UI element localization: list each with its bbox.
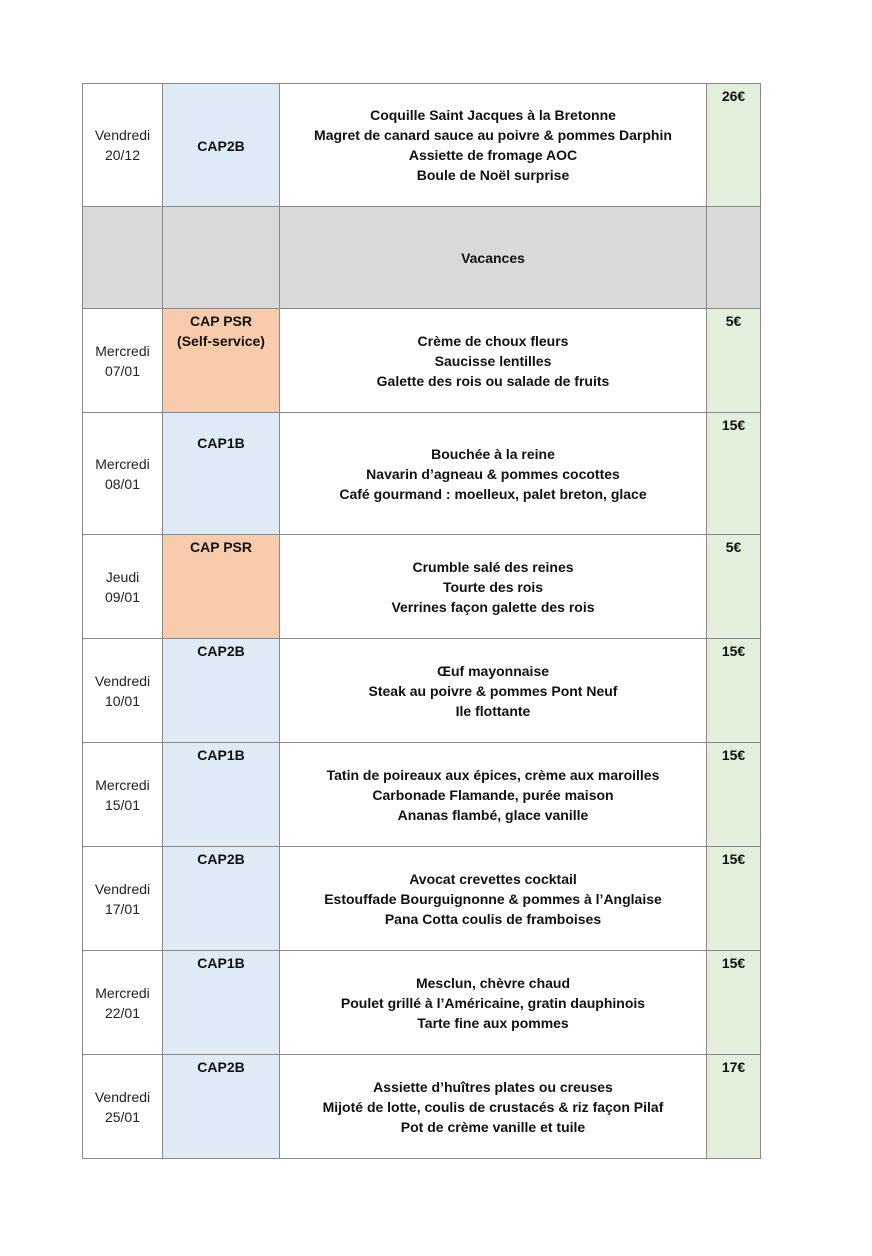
class-label: CAP2B: [197, 643, 245, 659]
class-label: CAP2B: [197, 851, 245, 867]
price-cell: 26€: [707, 84, 761, 207]
dish: Ananas flambé, glace vanille: [397, 806, 589, 823]
class-label: CAP2B: [197, 1059, 245, 1075]
day-date: 09/01: [104, 588, 141, 605]
dish: Navarin d’agneau & pommes cocottes: [366, 465, 620, 482]
day-name: Vendredi: [94, 880, 151, 897]
day-date: 17/01: [104, 900, 141, 917]
date-cell: [83, 743, 163, 847]
date-cell: [83, 847, 163, 951]
dish: Assiette de fromage AOC: [408, 147, 578, 163]
table-row: [83, 1055, 761, 1159]
class-cell: [163, 1055, 280, 1159]
dish: Tatin de poireaux aux épices, crème aux maroilles: [326, 766, 660, 783]
class-cell: [163, 309, 280, 413]
dish: Tourte des rois: [442, 578, 544, 595]
dish: Pana Cotta coulis de framboises: [384, 910, 602, 927]
day-date: 25/01: [104, 1108, 141, 1125]
class-cell: [163, 535, 280, 639]
date-cell: [83, 84, 163, 207]
table-row: [83, 951, 761, 1055]
day-date: 08/01: [104, 475, 141, 492]
date-cell: [83, 413, 163, 535]
dish: Poulet grillé à l’Américaine, gratin dauphinois: [340, 994, 646, 1011]
dish: Pot de crème vanille et tuile: [400, 1118, 586, 1135]
dish: Mesclun, chèvre chaud: [415, 974, 571, 991]
dish: Crumble salé des reines: [412, 558, 574, 575]
class-label: CAP1B: [197, 747, 245, 763]
vacation-label: Vacances: [280, 207, 707, 309]
class-cell: [163, 743, 280, 847]
dish: Verrines façon galette des rois: [391, 598, 595, 615]
price-cell: 5€: [707, 309, 761, 413]
dish: Steak au poivre & pommes Pont Neuf: [368, 682, 618, 699]
day-date: 10/01: [104, 692, 141, 709]
dish: Assiette d’huîtres plates ou creuses: [373, 1078, 613, 1095]
vacation-empty-cell: [707, 207, 761, 309]
price-cell: 15€: [707, 413, 761, 535]
price-cell: 15€: [707, 847, 761, 951]
date-cell: [83, 535, 163, 639]
day-date: 20/12: [104, 147, 141, 163]
class-cell: [163, 951, 280, 1055]
day-name: Mercredi: [95, 455, 150, 472]
vacation-empty-cell: [163, 207, 280, 309]
price-cell: 15€: [707, 743, 761, 847]
dish: Bouchée à la reine: [431, 445, 555, 462]
day-name: Jeudi: [105, 568, 140, 585]
dish: Ile flottante: [455, 702, 531, 719]
menu-cell: [280, 847, 707, 951]
class-label: CAP1B: [197, 955, 245, 971]
dish: Boule de Noël surprise: [416, 167, 570, 183]
day-name: Vendredi: [94, 672, 151, 689]
dish: Œuf mayonnaise: [436, 662, 550, 679]
vacation-empty-cell: [83, 207, 163, 309]
price-cell: 17€: [707, 1055, 761, 1159]
table-row: [83, 309, 761, 413]
date-cell: [83, 1055, 163, 1159]
menu-cell: [280, 535, 707, 639]
dish: Estouffade Bourguignonne & pommes à l’Anglaise: [324, 890, 662, 907]
menu-cell: [280, 84, 707, 207]
day-name: Mercredi: [95, 984, 150, 1001]
dish: Galette des rois ou salade de fruits: [376, 372, 610, 389]
dish: Crème de choux fleurs: [417, 332, 569, 349]
price-cell: 15€: [707, 951, 761, 1055]
class-cell: [163, 847, 280, 951]
day-name: Mercredi: [95, 342, 150, 359]
dish: Carbonade Flamande, purée maison: [372, 786, 614, 803]
day-name: Vendredi: [94, 1088, 151, 1105]
vacation-row: [83, 207, 761, 309]
date-cell: [83, 951, 163, 1055]
price-cell: 15€: [707, 639, 761, 743]
dish: Mijoté de lotte, coulis de crustacés & riz façon Pilaf: [322, 1098, 664, 1115]
menu-cell: [280, 309, 707, 413]
menu-cell: [280, 743, 707, 847]
menu-cell: [280, 951, 707, 1055]
dish: Magret de canard sauce au poivre & pommes Darphin: [314, 127, 672, 143]
class-label: CAP PSR: [190, 313, 252, 329]
class-label: CAP2B: [197, 138, 245, 154]
date-cell: [83, 639, 163, 743]
table-row: [83, 535, 761, 639]
price-cell: 5€: [707, 535, 761, 639]
menu-cell: [280, 1055, 707, 1159]
day-date: 07/01: [104, 362, 141, 379]
table-row: [83, 639, 761, 743]
menu-cell: [280, 639, 707, 743]
dish: Café gourmand : moelleux, palet breton, glace: [339, 485, 647, 502]
class-cell: [163, 639, 280, 743]
day-date: 22/01: [104, 1004, 141, 1021]
table-row: [83, 743, 761, 847]
class-label: (Self-service): [177, 333, 265, 349]
dish: Avocat crevettes cocktail: [409, 870, 577, 887]
class-label: CAP PSR: [190, 539, 252, 555]
menu-cell: [280, 413, 707, 535]
dish: Coquille Saint Jacques à la Bretonne: [370, 107, 616, 123]
table-row: [83, 847, 761, 951]
class-cell: [163, 84, 280, 207]
day-name: Vendredi: [94, 127, 151, 143]
class-label: CAP1B: [197, 435, 245, 451]
dish: Tarte fine aux pommes: [417, 1014, 569, 1031]
table-row: [83, 413, 761, 535]
class-cell: [163, 413, 280, 535]
day-date: 15/01: [104, 796, 141, 813]
day-name: Mercredi: [95, 776, 150, 793]
menu-schedule-table: [82, 83, 761, 1159]
date-cell: [83, 309, 163, 413]
table-row: [83, 84, 761, 207]
dish: Saucisse lentilles: [434, 352, 552, 369]
